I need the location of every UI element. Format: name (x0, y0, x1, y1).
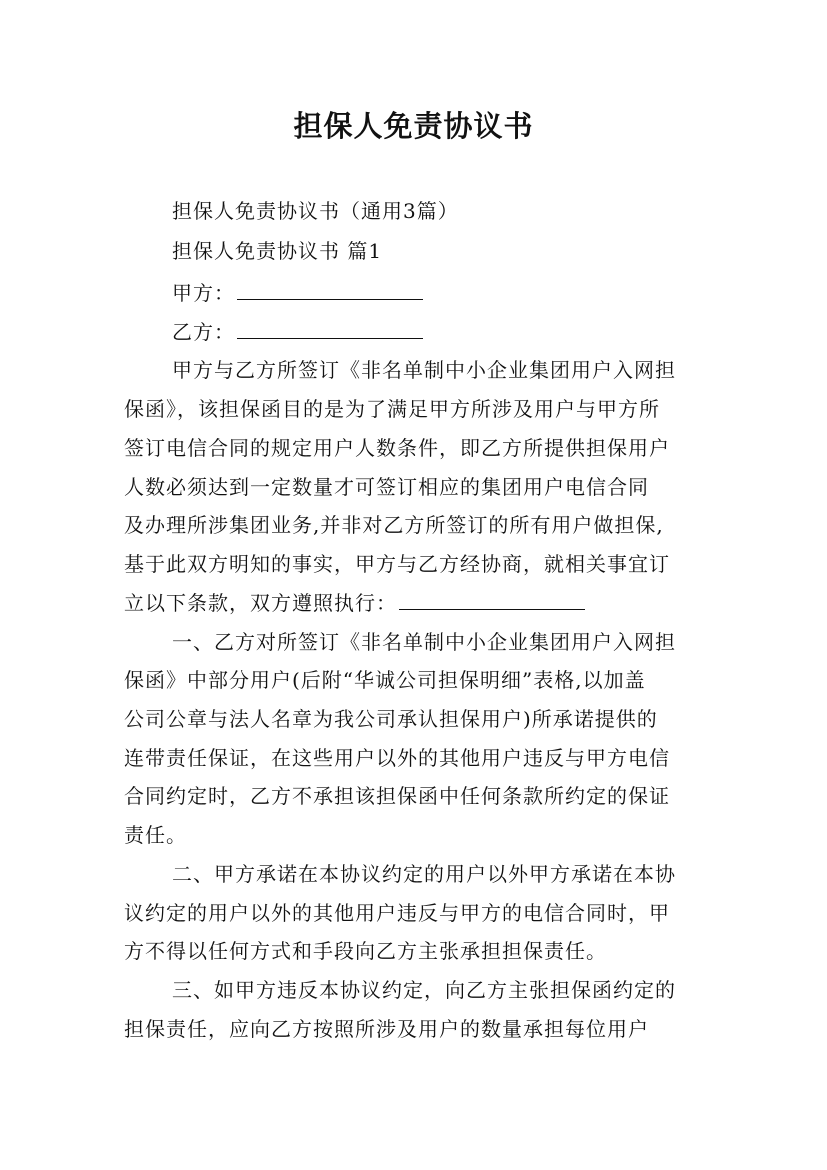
subtitle-line: 担保人免责协议书（通用3篇） (172, 199, 459, 223)
clause-1-line: 公司公章与法人名章为我公司承认担保用户)所承诺提供的 (124, 707, 658, 731)
paragraph-line: 甲方与乙方所签订《非名单制中小企业集团用户入网担 (172, 358, 676, 382)
clause-2-line: 方不得以任何方式和手段向乙方主张承担担保责任。 (124, 939, 607, 963)
party-a-blank (237, 281, 423, 300)
party-a-line (172, 281, 423, 305)
paragraph-line: 签订电信合同的规定用户人数条件，即乙方所提供担保用户 (124, 436, 670, 460)
clause-3-line: 担保责任，应向乙方按照所涉及用户的数量承担每位用户 (124, 1017, 649, 1041)
paragraph-text: 立以下条款，双方遵照执行： (124, 591, 397, 615)
party-b-label: 乙方： (172, 320, 235, 344)
clause-1-line: 一、乙方对所签订《非名单制中小企业集团用户入网担 (172, 630, 676, 654)
party-a-label: 甲方： (172, 281, 235, 305)
paragraph-line: 基于此双方明知的事实，甲方与乙方经协商，就相关事宜订 (124, 552, 670, 576)
clause-3-line: 三、如甲方违反本协议约定，向乙方主张担保函约定的 (172, 978, 676, 1002)
execution-blank (399, 591, 585, 610)
clause-1-line: 责任。 (124, 823, 187, 847)
paragraph-line: 及办理所涉集团业务,并非对乙方所签订的所有用户做担保, (124, 513, 664, 537)
clause-2-line: 二、甲方承诺在本协议约定的用户以外甲方承诺在本协 (172, 862, 676, 886)
party-b-line (172, 320, 423, 344)
clause-1-line: 合同约定时，乙方不承担该担保函中任何条款所约定的保证 (124, 784, 670, 808)
party-b-blank (237, 320, 423, 339)
clause-1-line: 保函》中部分用户(后附“华诚公司担保明细”表格,以加盖 (124, 668, 646, 692)
clause-2-line: 议约定的用户以外的其他用户违反与甲方的电信合同时，甲 (124, 901, 670, 925)
section-heading: 担保人免责协议书 篇1 (172, 239, 383, 263)
paragraph-line: 保函》，该担保函目的是为了满足甲方所涉及用户与甲方所 (124, 397, 660, 421)
document-title: 担保人免责协议书 (293, 109, 534, 143)
clause-1-line: 连带责任保证，在这些用户以外的其他用户违反与甲方电信 (124, 746, 670, 770)
paragraph-line: 人数必须达到一定数量才可签订相应的集团用户电信合同 (124, 475, 649, 499)
paragraph-line (124, 591, 585, 615)
